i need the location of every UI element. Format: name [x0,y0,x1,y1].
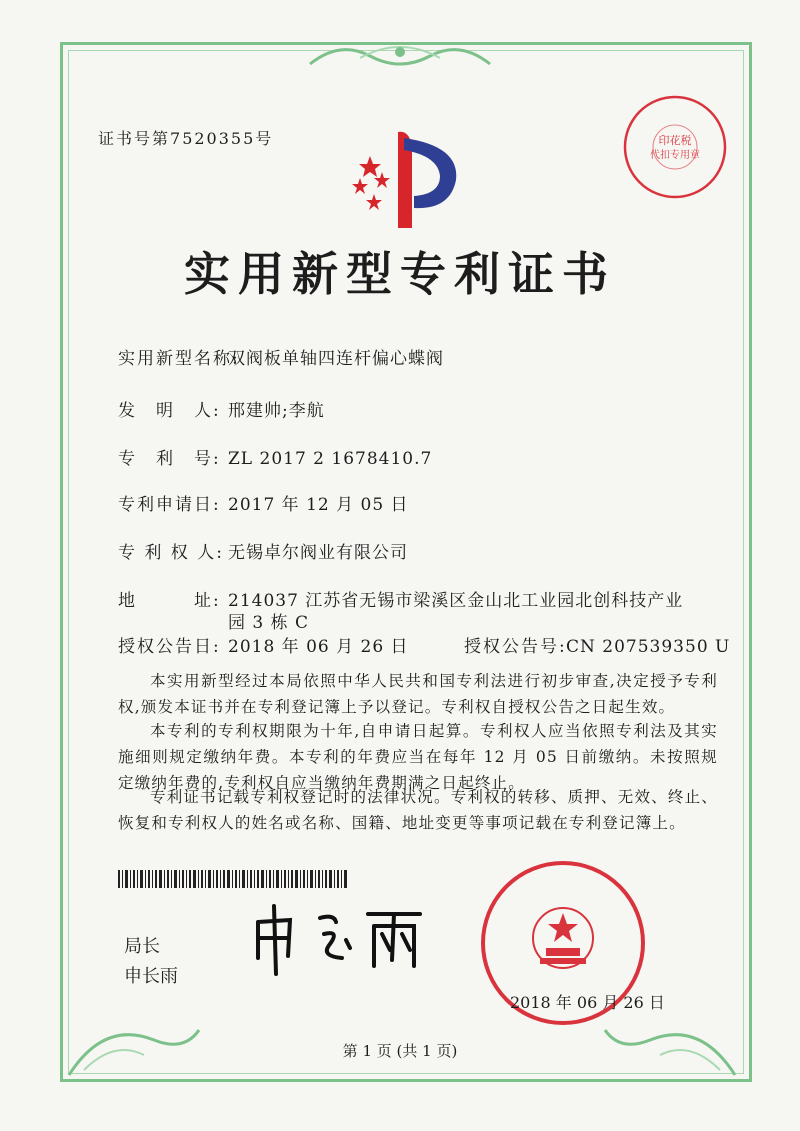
certificate-number [98,126,273,149]
certificate-title: 实用新型专利证书 [184,247,616,301]
grant-number-label: 授权公告号: [464,637,567,657]
field-value: 无锡卓尔阀业有限公司 [228,543,408,563]
handwritten-signature [250,900,430,980]
field-patent-number [118,444,432,469]
field-label: 发 明 人: [118,401,221,421]
grant-date-label: 授权公告日: [118,637,221,657]
field-address-line2 [118,608,309,633]
field-value: 2017 年 12 月 05 日 [228,495,409,515]
page-number: 第 1 页 (共 1 页) [342,1042,458,1060]
field-value: 214037 江苏省无锡市梁溪区金山北工业园北创科技产业 [228,591,684,611]
field-label: 实用新型名称: [118,349,240,369]
certificate-number-value: 7520355 [170,129,256,148]
top-ornament [300,36,500,76]
field-grant-number [464,632,730,657]
certificate-number-suffix: 号 [255,129,274,148]
tax-stamp-seal [610,92,740,202]
certificate-number-label: 证书号第 [98,129,171,148]
barcode [118,870,348,888]
statement-paragraph-1: 本实用新型经过本局依照中华人民共和国专利法进行初步审查,决定授予专利权,颁发本证书并在专利登记簿上予以登记。专利权自授权公告之日起生效。 [118,672,718,716]
grant-date-value: 2018 年 06 月 26 日 [228,637,409,657]
svg-text:代扣专用章: 代扣专用章 [650,150,700,161]
statement-paragraph-2: 本专利的专利权期限为十年,自申请日起算。专利权人应当依照专利法及其实施细则规定缴纳年费。本专利的年费应当在每年 12 月 05 日前缴纳。未按照规定缴纳年费的,专利权自应当缴纳年费期满之日起终止。 [118,722,718,792]
patent-office-logo [340,128,470,238]
field-label: 专 利 号: [118,449,221,469]
field-value: 双阀板单轴四连杆偏心蝶阀 [228,349,444,369]
field-label: 地 址: [118,591,221,611]
field-name [118,344,444,369]
field-inventors [118,396,325,421]
field-value: ZL 2017 2 1678410.7 [228,449,433,469]
field-value: 园 3 栋 C [228,613,310,633]
statement-paragraph-3: 专利证书记载专利权登记时的法律状况。专利权的转移、质押、无效、终止、恢复和专利权人的姓名或名称、国籍、地址变更等事项记载在专利登记簿上。 [118,788,718,832]
field-application-date [118,490,409,515]
field-label: 专 利 权 人: [118,543,224,563]
field-value: 邢建帅;李航 [228,401,325,421]
field-grant-date [118,632,409,657]
field-patentee [118,538,408,563]
chief-name: 申长雨 [124,966,178,987]
grant-number-value: CN 207539350 U [566,637,731,657]
chief-title: 局长 [124,936,160,957]
field-label: 专利申请日: [118,495,221,515]
svg-text:印花税: 印花税 [658,134,692,147]
seal-date: 2018 年 06 月 26 日 [510,993,665,1012]
